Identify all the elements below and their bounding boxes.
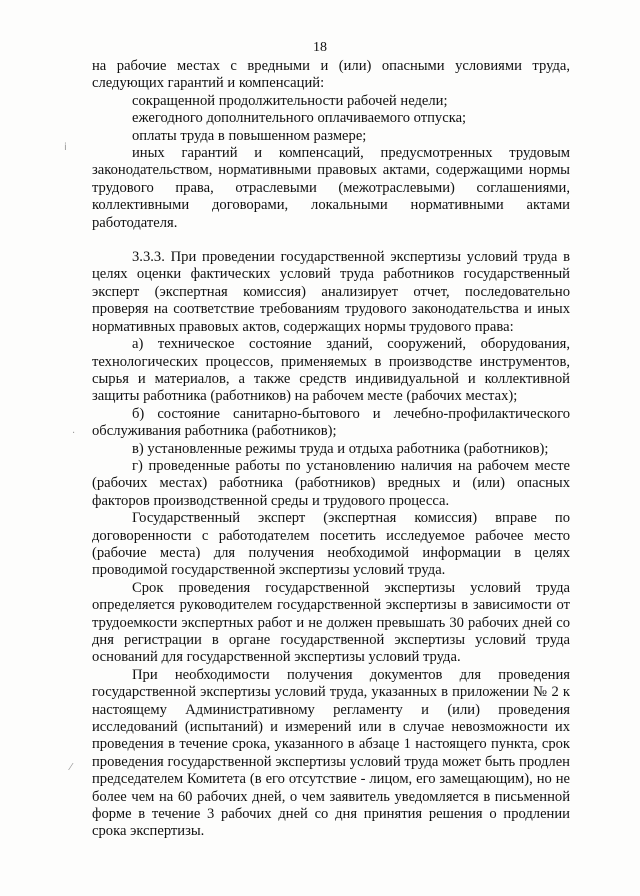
paragraph-item-g: г) проведенные работы по установлению наличия на рабочем месте (рабочих местах) работника (работников) вредных и (или) опасных факторов производственной среды и трудового процесса. [92, 457, 570, 509]
margin-mark: ⁄ [70, 762, 72, 773]
paragraph-expert-visit: Государственный эксперт (экспертная комиссия) вправе по договоренности с работодателем посетить исследуемое рабочее место (рабочие места) для получения необходимой информации в целях проводимой государственной экспертизы условий труда. [92, 510, 570, 579]
list-item-reduced-week: сокращенной продолжительности рабочей недели; [132, 92, 448, 109]
paragraph-gap [92, 232, 570, 249]
list-item-increased-pay: оплаты труда в повышенном размере; [132, 127, 367, 144]
page-number: 18 [313, 40, 327, 55]
paragraph-intro: на рабочие местах с вредными и (или) опасными условиями труда, следующих гарантий и компенсаций: [92, 58, 570, 92]
list-item-additional-leave: ежегодного дополнительного оплачиваемого отпуска; [132, 110, 467, 127]
document-body [92, 58, 570, 841]
paragraph-term-extension: При необходимости получения документов для проведения государственной экспертизы условий труда, указанных в приложении № 2 к настоящему Административному регламенту и (или) проведения исследований (испытаний) и измерений или в случае невозможности их проведения в течение срока, указанного в абзаце 1 настоящего пункта, срок проведения государственной экспертизы условий труда может быть продлен председателем Комитета (в его отсутствие - лицом, его замещающим), но не более чем на 60 рабочих дней, о чем заявитель уведомляется в письменной форме в течение 3 рабочих дней со дня принятия решения о продлении срока экспертизы. [92, 666, 570, 840]
paragraph-section-3-3-3: 3.3.3. При проведении государственной экспертизы условий труда в целях оценки фактических условий труда работников государственный эксперт (экспертная комиссия) анализирует отчет, последовательно проверяя на соответствие требованиям трудового законодательства и иных нормативных правовых актов, содержащих нормы трудового права: [92, 249, 570, 335]
paragraph-term: Срок проведения государственной экспертизы условий труда определяется руководителем государственной экспертизы в зависимости от трудоемкости экспертных работ и не должен превышать 30 рабочих дней со дня регистрации в органе государственной экспертизы условий труда оснований для государственной экспертизы условий труда. [92, 579, 570, 666]
margin-mark: · [72, 428, 76, 439]
paragraph-other-guarantees: иных гарантий и компенсаций, предусмотренных трудовым законодательством, нормативными правовых актами, содержащими нормы трудового права, отраслевыми (межотраслевыми) соглашениями, коллективными договорами, локальными нормативными актами работодателя. [92, 145, 570, 231]
margin-mark: ⅰ [64, 142, 67, 153]
paragraph-item-b: б) состояние санитарно-бытового и лечебно-профилактического обслуживания работника (работников); [92, 405, 570, 440]
paragraph-item-a: а) техническое состояние зданий, сооружений, оборудования, технологических процессов, применяемых в производстве инструментов, сырья и материалов, а также средств индивидуальной и коллективной защиты работника (работников) на рабочем месте (рабочих местах); [92, 336, 570, 405]
paragraph-item-v: в) установленные режимы труда и отдыха работника (работников); [132, 440, 549, 457]
